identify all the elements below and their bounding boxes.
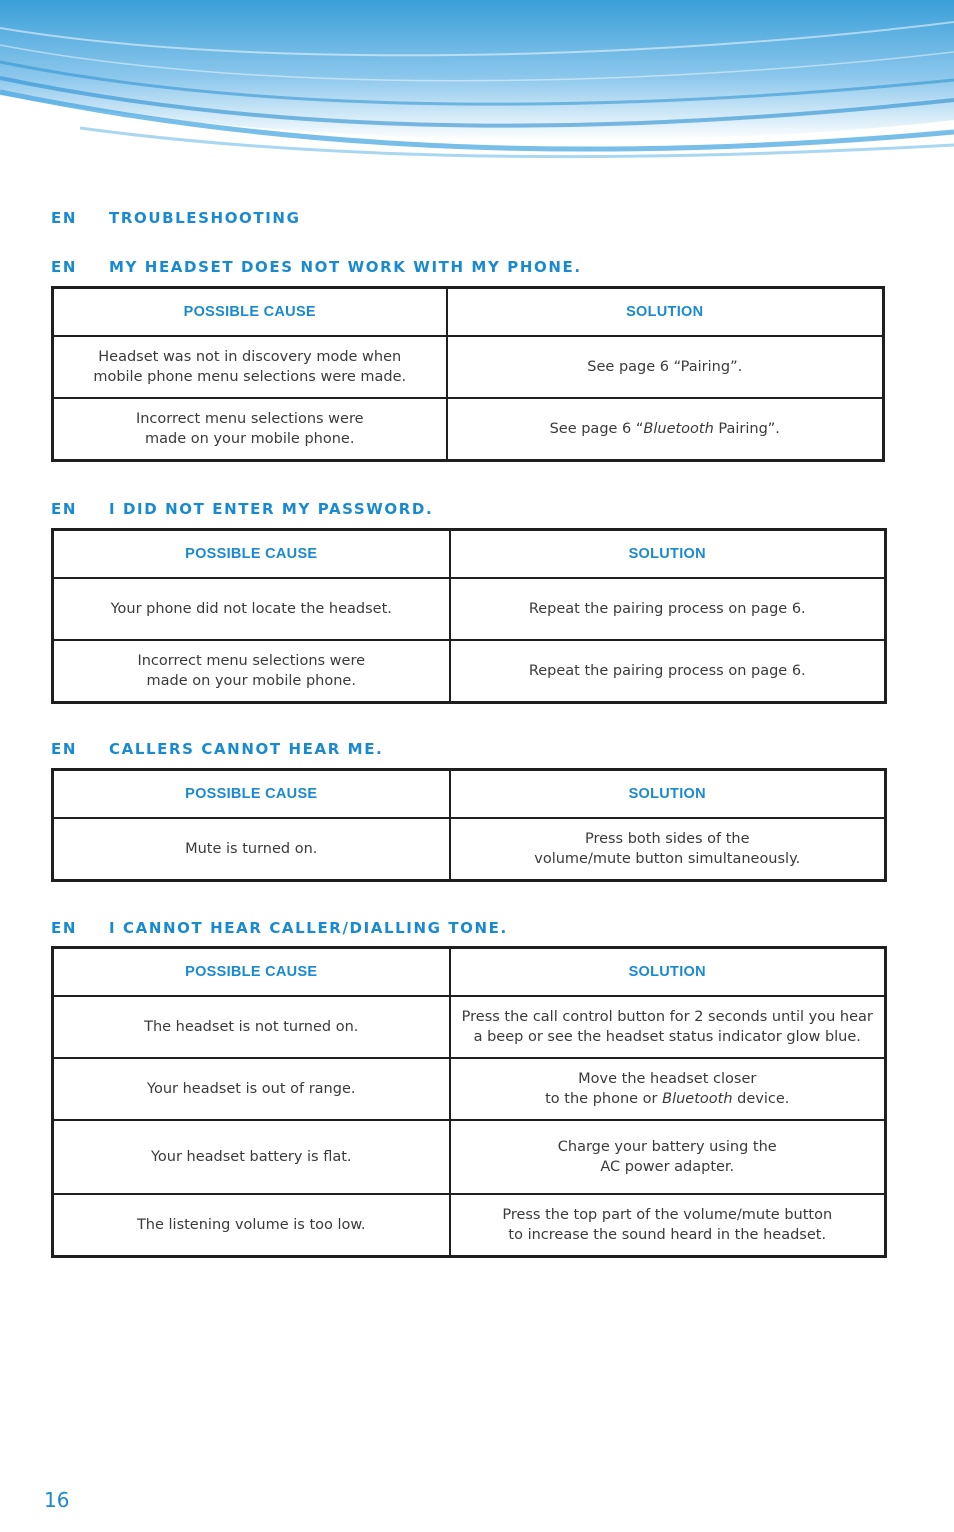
table-row [53,1058,886,1120]
page-heading [51,209,301,227]
table-header-row [53,770,886,819]
solution-text: See page 6 “ [549,420,644,437]
cause-cell: Headset was not in discovery mode when mobile phone menu selections were made. [53,336,447,398]
solution-cell: Charge your battery using the AC power adapter. [450,1120,886,1194]
section-title: I CANNOT HEAR CALLER/DIALLING TONE. [109,919,508,937]
column-header-cause: POSSIBLE CAUSE [53,530,450,579]
solution-cell: Repeat the pairing process on page 6. [450,578,886,640]
solution-cell: Press the top part of the volume/mute button to increase the sound heard in the headset. [450,1194,886,1256]
table-header-row [53,948,886,997]
cause-cell: The listening volume is too low. [53,1194,450,1256]
language-code: EN [51,740,78,758]
page-number: 16 [44,1488,70,1512]
solution-cell: See page 6 “Pairing”. [447,336,884,398]
table-row [53,398,884,460]
section-title: CALLERS CANNOT HEAR ME. [109,740,384,758]
section-heading [51,258,582,276]
section-heading [51,500,433,518]
troubleshooting-table [51,768,887,882]
solution-text: Move the headset closer to the phone or [545,1071,757,1107]
section-heading [51,740,383,758]
language-code: EN [51,500,78,518]
solution-cell: Press both sides of the volume/mute button simultaneously. [450,818,886,880]
solution-cell: Press the call control button for 2 seconds until you hear a beep or see the headset status indicator glow blue. [450,996,886,1058]
cause-cell: The headset is not turned on. [53,996,450,1058]
table-row [53,336,884,398]
page-title: TROUBLESHOOTING [109,209,301,227]
column-header-solution: SOLUTION [450,530,886,579]
troubleshooting-table [51,286,885,462]
solution-text: Pairing”. [713,420,780,437]
cause-cell: Your headset battery is flat. [53,1120,450,1194]
section-title: I DID NOT ENTER MY PASSWORD. [109,500,434,518]
cause-cell: Your headset is out of range. [53,1058,450,1120]
troubleshooting-table [51,946,887,1258]
section-heading [51,919,508,937]
cause-cell: Your phone did not locate the headset. [53,578,450,640]
cause-cell: Mute is turned on. [53,818,450,880]
solution-text: device. [732,1091,790,1107]
column-header-cause: POSSIBLE CAUSE [53,948,450,997]
table-row [53,640,886,702]
table-row [53,996,886,1058]
language-code: EN [51,919,78,937]
table-header-row [53,288,884,337]
column-header-solution: SOLUTION [450,948,886,997]
cause-cell: Incorrect menu selections were made on your mobile phone. [53,640,450,702]
language-code: EN [51,209,78,227]
table-row [53,818,886,880]
solution-italic-text: Bluetooth [643,420,714,437]
table-row [53,578,886,640]
solution-cell [450,1058,886,1120]
troubleshooting-table [51,528,887,704]
solution-italic-text: Bluetooth [662,1091,733,1107]
column-header-solution: SOLUTION [447,288,884,337]
solution-cell [447,398,884,460]
table-row [53,1194,886,1256]
header-banner [0,0,954,170]
cause-cell: Incorrect menu selections were made on your mobile phone. [53,398,447,460]
section-title: MY HEADSET DOES NOT WORK WITH MY PHONE. [109,258,582,276]
language-code: EN [51,258,78,276]
column-header-solution: SOLUTION [450,770,886,819]
table-header-row [53,530,886,579]
column-header-cause: POSSIBLE CAUSE [53,770,450,819]
table-row [53,1120,886,1194]
solution-cell: Repeat the pairing process on page 6. [450,640,886,702]
column-header-cause: POSSIBLE CAUSE [53,288,447,337]
